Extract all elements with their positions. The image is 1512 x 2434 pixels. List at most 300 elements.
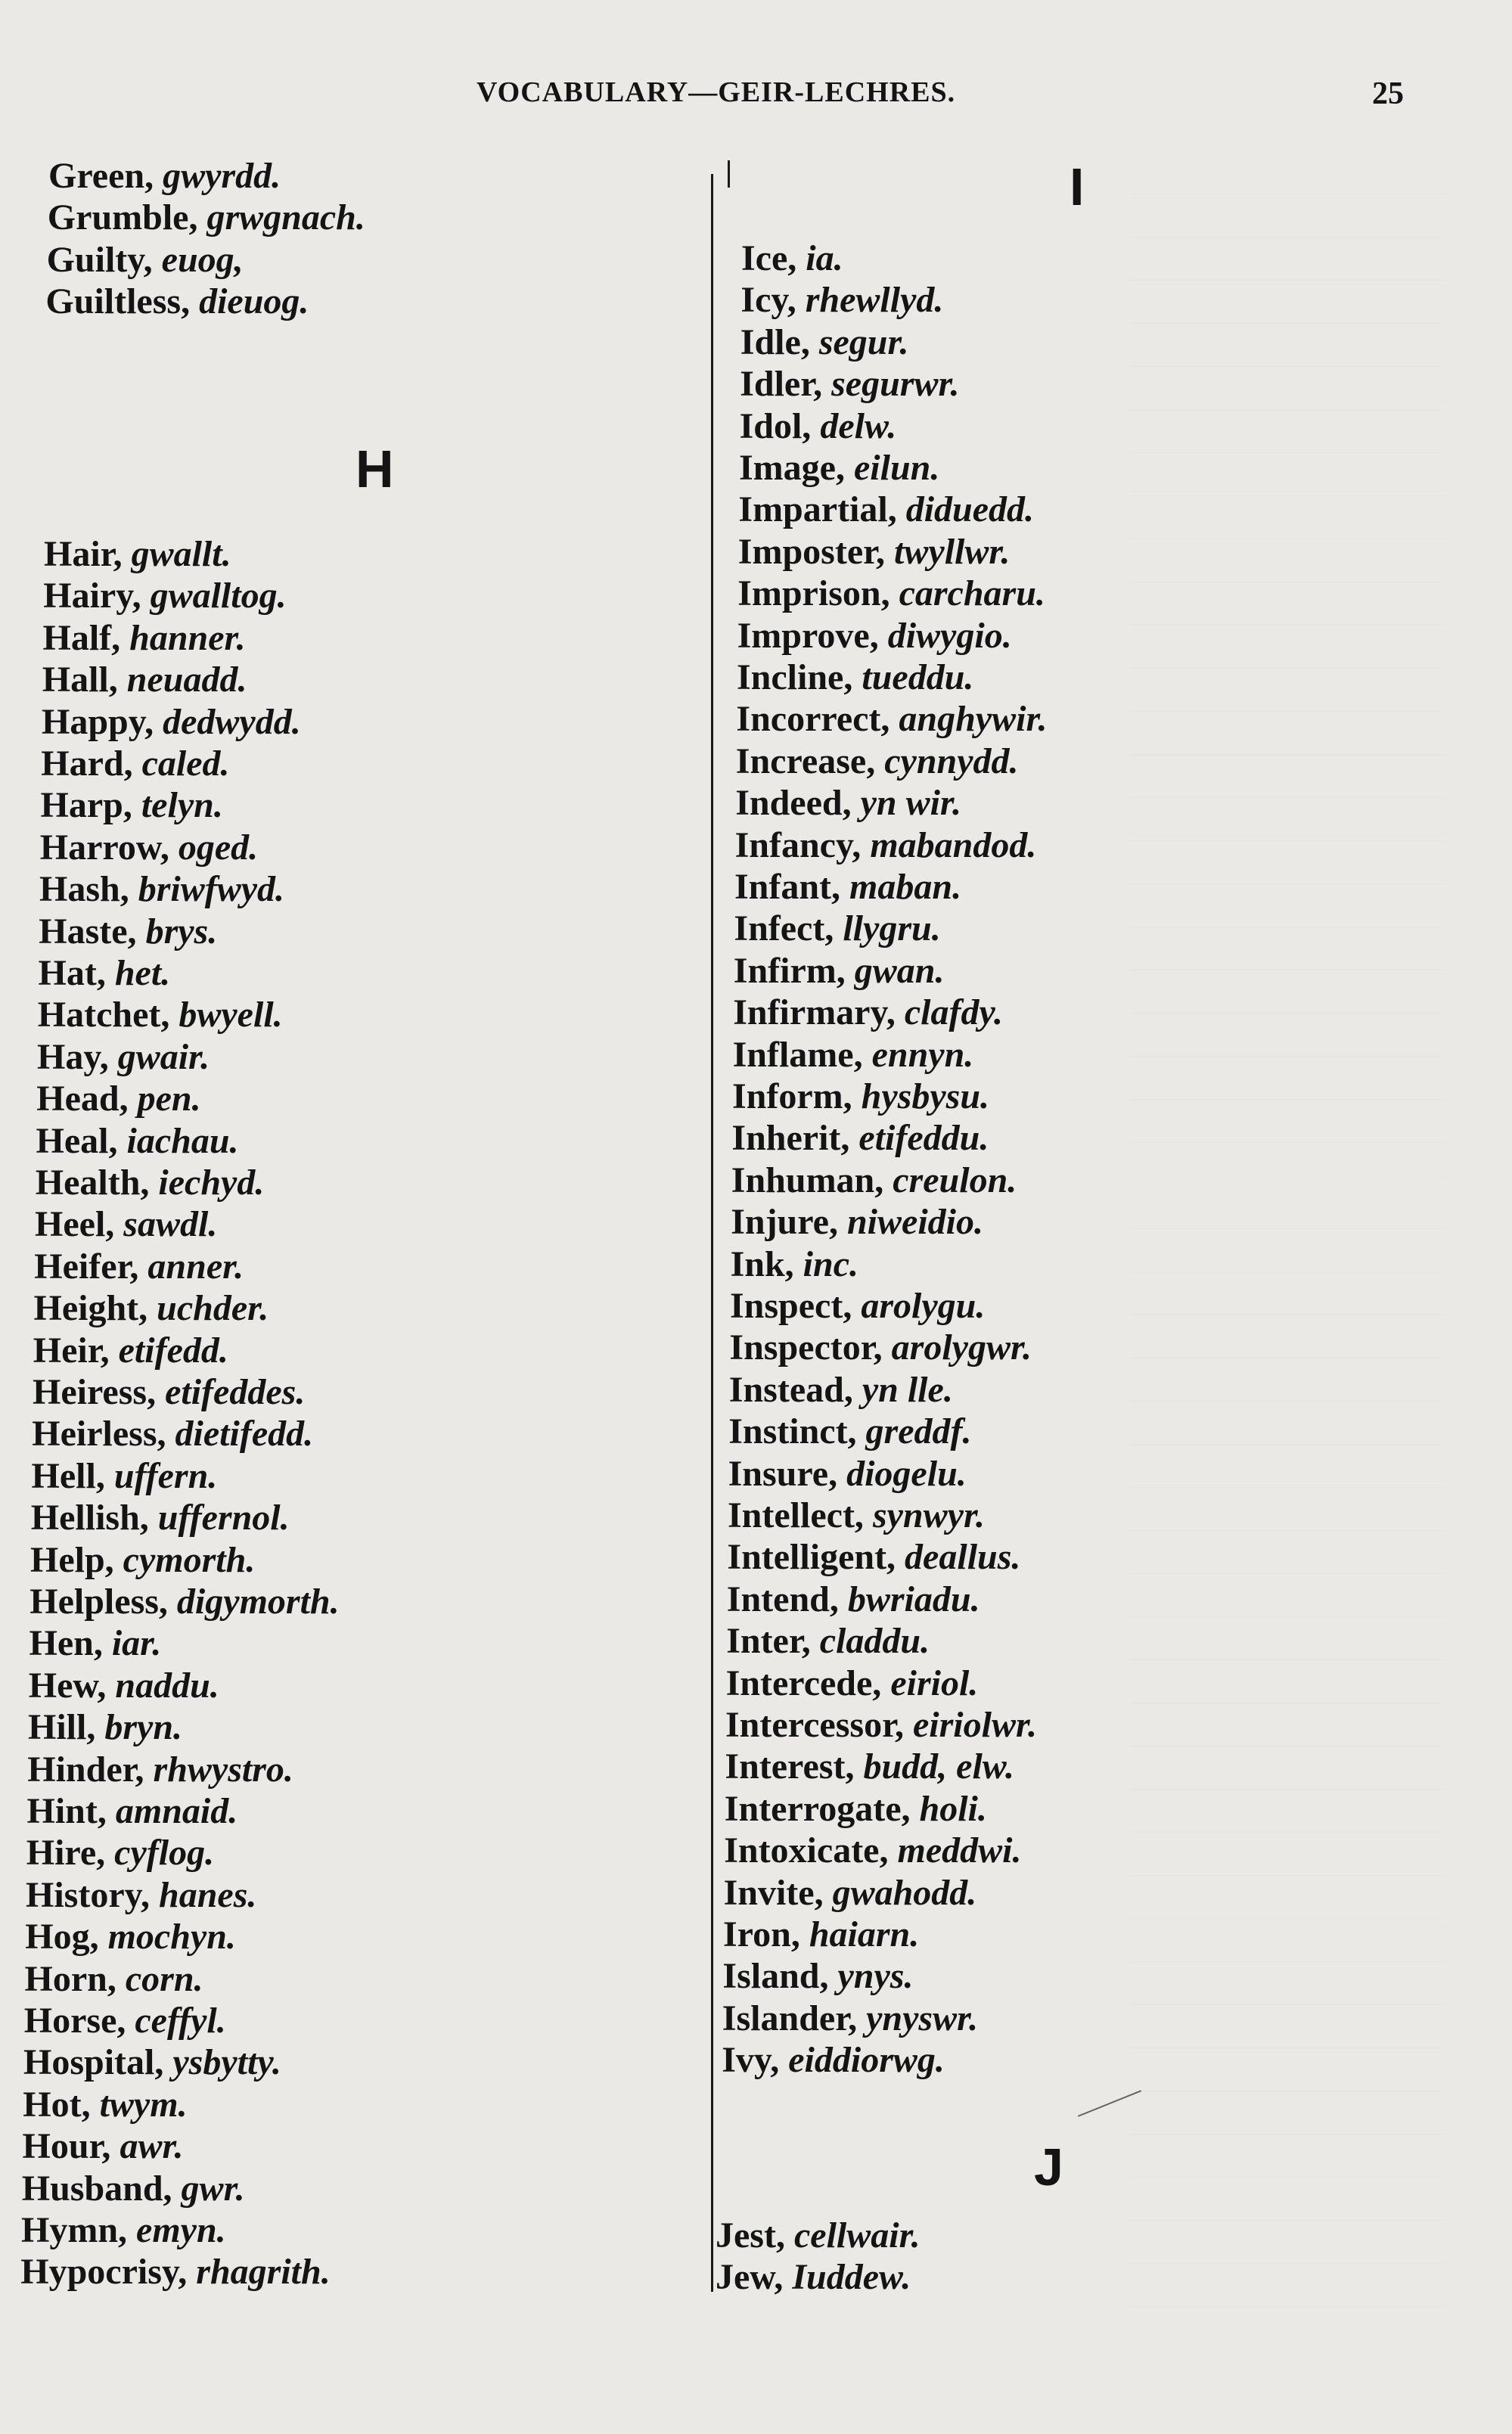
welsh-translation: holi.: [919, 1788, 987, 1829]
welsh-translation: diwygio.: [887, 615, 1012, 656]
vocab-entry: [738, 489, 1034, 530]
english-word: Inform,: [732, 1076, 852, 1116]
welsh-translation: segur.: [818, 321, 909, 362]
welsh-translation: hanes.: [159, 1874, 257, 1915]
ghost-line: [1127, 1824, 1445, 1833]
vocab-entry: [39, 952, 171, 994]
ghost-line: [1127, 660, 1445, 669]
english-word: Hew,: [28, 1665, 107, 1706]
vocab-entry: [33, 1330, 228, 1371]
ghost-line: [1127, 315, 1445, 324]
english-word: Idle,: [740, 321, 810, 362]
english-word: Infant,: [734, 867, 841, 907]
english-word: Husband,: [21, 2168, 172, 2209]
welsh-translation: rhwystro.: [153, 1749, 293, 1790]
english-word: Height,: [33, 1288, 148, 1329]
english-word: Hen,: [29, 1623, 103, 1664]
vocab-entry: [21, 2209, 226, 2251]
ghost-line: [1127, 1135, 1445, 1143]
english-word: Islander,: [722, 1998, 858, 2038]
vocab-entry: [741, 238, 843, 279]
english-word: Intellect,: [728, 1495, 864, 1535]
english-word: Horse,: [23, 2001, 126, 2041]
ghost-line: [1127, 1479, 1445, 1488]
ghost-line: [1127, 2040, 1445, 2048]
vocab-entry: [41, 743, 229, 784]
vocab-entry: [33, 1371, 305, 1413]
ghost-line: [1127, 1091, 1445, 1100]
english-word: Heir,: [33, 1330, 110, 1371]
english-word: Improve,: [737, 615, 879, 656]
vocab-entry: [728, 1495, 985, 1536]
vocab-entry: [34, 1287, 269, 1329]
english-word: Hell,: [31, 1455, 105, 1496]
vocab-entry: [727, 1579, 980, 1620]
welsh-translation: delw.: [820, 405, 897, 446]
welsh-translation: digymorth.: [176, 1582, 340, 1622]
vocab-entry: [716, 2215, 921, 2256]
vocab-entry: [35, 1203, 217, 1245]
vocab-entry: [731, 1201, 983, 1243]
welsh-translation: clafdy.: [904, 992, 1003, 1033]
english-word: Imprison,: [737, 573, 890, 614]
english-word: Instead,: [728, 1369, 853, 1410]
ghost-line: [1127, 1954, 1445, 1962]
welsh-translation: cellwair.: [793, 2215, 921, 2255]
welsh-translation: meddwi.: [897, 1830, 1022, 1871]
section-letter-h: H: [355, 439, 394, 498]
english-word: Helpless,: [29, 1582, 168, 1622]
welsh-translation: ysbytty.: [172, 2042, 281, 2083]
vocab-entry: [737, 615, 1012, 657]
ghost-line: [1127, 1695, 1445, 1703]
english-word: Invite,: [723, 1872, 824, 1913]
vocab-entry: [28, 1706, 182, 1748]
vocab-entry: [23, 2125, 184, 2167]
welsh-translation: eiddiorwg.: [788, 2040, 945, 2081]
vocab-entry: [20, 2251, 330, 2293]
vocab-entry: [47, 239, 244, 281]
english-word: Hall,: [42, 660, 118, 700]
ghost-line: [1127, 2255, 1445, 2264]
vocab-entry: [36, 1120, 239, 1162]
ghost-line: [1127, 229, 1445, 238]
welsh-translation: twym.: [99, 2084, 188, 2125]
welsh-translation: creulon.: [893, 1160, 1017, 1200]
welsh-translation: iachau.: [126, 1120, 239, 1161]
english-word: Island,: [722, 1956, 829, 1997]
vocab-entry: [725, 1746, 1014, 1787]
vocab-entry: [723, 1914, 919, 1955]
bleed-through-shadow: [1097, 151, 1490, 2307]
ghost-line: [1127, 531, 1445, 539]
vocab-entry: [22, 2168, 245, 2209]
welsh-translation: gwalltog.: [150, 576, 287, 616]
vocab-entry: [36, 1162, 265, 1203]
welsh-translation: ia.: [806, 238, 843, 278]
ghost-line: [1127, 2212, 1445, 2221]
welsh-translation: budd, elw.: [863, 1746, 1015, 1787]
welsh-translation: dedwydd.: [163, 701, 301, 742]
english-word: Infancy,: [734, 824, 862, 865]
section-letter-i: I: [1070, 157, 1085, 216]
ghost-line: [1127, 272, 1445, 281]
ghost-line: [1127, 186, 1445, 194]
vocab-entry: [740, 405, 897, 447]
welsh-translation: arolygu.: [861, 1286, 986, 1326]
vocab-entry: [25, 1958, 203, 2000]
vocab-entry: [29, 1622, 162, 1664]
english-word: Head,: [36, 1079, 129, 1119]
welsh-translation: eiriolwr.: [912, 1705, 1038, 1745]
vocab-entry: [726, 1663, 979, 1704]
welsh-translation: mochyn.: [107, 1917, 236, 1957]
ghost-line: [1127, 1652, 1445, 1660]
welsh-translation: neuadd.: [126, 660, 247, 700]
english-word: Indeed,: [735, 783, 852, 824]
vocab-entry: [740, 363, 959, 405]
ghost-line: [1127, 833, 1445, 841]
english-word: Interrogate,: [724, 1788, 911, 1829]
vocab-entry: [43, 575, 286, 616]
vocab-entry: [42, 659, 247, 700]
vocab-entry: [734, 908, 940, 949]
english-word: Hat,: [38, 953, 106, 993]
vocab-entry: [26, 1874, 256, 1916]
ghost-line: [1127, 1436, 1445, 1445]
vocab-entry: [31, 1497, 290, 1538]
ghost-line: [1127, 1566, 1445, 1574]
english-word: Image,: [739, 448, 845, 488]
welsh-translation: hanner.: [129, 617, 246, 658]
welsh-translation: Iuddew.: [792, 2257, 911, 2298]
ghost-line: [1127, 617, 1445, 626]
ghost-line: [1127, 703, 1445, 712]
english-word: Happy,: [42, 701, 154, 742]
ghost-line: [1127, 1178, 1445, 1186]
english-word: Hard,: [41, 744, 133, 784]
english-word: Intelligent,: [727, 1537, 896, 1578]
ghost-line: [1127, 1221, 1445, 1229]
vocab-entry: [727, 1536, 1020, 1578]
welsh-translation: diduedd.: [905, 489, 1035, 530]
ghost-line: [1127, 1393, 1445, 1402]
ghost-line: [1127, 1005, 1445, 1014]
welsh-translation: rhewllyd.: [805, 280, 944, 321]
english-word: Hot,: [23, 2084, 91, 2125]
welsh-translation: ennyn.: [871, 1034, 974, 1075]
welsh-translation: maban.: [849, 867, 962, 907]
vocab-entry: [728, 1411, 971, 1452]
vocab-entry: [740, 279, 943, 321]
column-divider: [711, 174, 713, 2292]
ghost-line: [1127, 1307, 1445, 1315]
english-word: History,: [26, 1874, 150, 1915]
welsh-translation: cynnydd.: [884, 740, 1019, 781]
ghost-line: [1127, 402, 1445, 410]
vocab-entry: [48, 197, 365, 238]
welsh-translation: amnaid.: [115, 1791, 238, 1831]
english-word: Hire,: [26, 1833, 106, 1874]
vocab-entry: [29, 1665, 219, 1706]
english-word: Insure,: [728, 1453, 838, 1494]
welsh-translation: greddf.: [865, 1411, 972, 1452]
welsh-translation: corn.: [125, 1958, 203, 1999]
welsh-translation: anghywir.: [899, 699, 1048, 740]
vocab-entry: [730, 1285, 985, 1327]
vocab-entry: [716, 2256, 911, 2298]
ghost-line: [1127, 488, 1445, 496]
english-word: Icy,: [740, 280, 796, 321]
vocab-entry: [36, 1078, 200, 1119]
welsh-translation: iechyd.: [158, 1163, 265, 1203]
english-word: Inherit,: [731, 1118, 850, 1159]
english-word: Imposter,: [737, 531, 886, 572]
vocab-entry: [739, 447, 939, 489]
vocab-entry: [731, 1160, 1017, 1201]
column-divider-tick: [728, 160, 730, 188]
ghost-line: [1127, 1523, 1445, 1531]
english-word: Hint,: [26, 1791, 107, 1831]
english-word: Hypocrisy,: [20, 2252, 188, 2293]
english-word: Hellish,: [30, 1498, 149, 1538]
welsh-translation: claddu.: [819, 1621, 930, 1662]
welsh-translation: naddu.: [115, 1665, 219, 1706]
ghost-line: [1127, 574, 1445, 582]
english-word: Intercede,: [725, 1663, 882, 1703]
english-word: Jest,: [716, 2215, 785, 2255]
section-letter-j: J: [1034, 2138, 1063, 2196]
vocab-entry: [729, 1327, 1032, 1368]
english-word: Interest,: [725, 1746, 855, 1787]
vocab-entry: [726, 1620, 930, 1662]
vocab-entry: [41, 784, 223, 826]
welsh-translation: pen.: [137, 1079, 201, 1119]
vocab-entry: [740, 321, 909, 363]
english-word: Ivy,: [722, 2040, 780, 2081]
welsh-translation: gwr.: [181, 2168, 245, 2209]
vocab-entry: [29, 1581, 339, 1622]
ghost-line: [1127, 1911, 1445, 1919]
english-word: Hay,: [37, 1036, 109, 1077]
english-word: Guiltless,: [45, 281, 191, 322]
vocab-entry: [40, 827, 258, 868]
vocab-entry: [732, 1076, 989, 1117]
ghost-line: [1127, 1048, 1445, 1057]
english-word: Incline,: [737, 657, 853, 697]
vocab-entry: [39, 911, 217, 952]
welsh-translation: dietifedd.: [175, 1414, 314, 1455]
welsh-translation: cymorth.: [123, 1539, 256, 1580]
ghost-line: [1127, 1609, 1445, 1617]
english-word: Horn,: [24, 1958, 116, 1999]
welsh-translation: diogelu.: [846, 1453, 967, 1494]
vocab-entry: [724, 1830, 1021, 1871]
welsh-translation: bwyell.: [179, 995, 283, 1035]
welsh-translation: briwfwyd.: [138, 869, 285, 910]
english-word: Heiress,: [33, 1372, 157, 1412]
vocab-entry: [733, 1034, 974, 1076]
ghost-line: [1127, 1781, 1445, 1790]
welsh-translation: etifedd.: [118, 1330, 228, 1371]
ghost-line: [1127, 1738, 1445, 1746]
vocab-entry: [34, 1246, 244, 1287]
welsh-translation: etifeddes.: [165, 1372, 306, 1412]
english-word: Haste,: [39, 911, 137, 952]
ghost-line: [1127, 876, 1445, 884]
english-word: Heel,: [35, 1204, 115, 1245]
english-word: Heirless,: [32, 1414, 166, 1455]
english-word: Hairy,: [43, 576, 141, 616]
vocab-entry: [42, 701, 301, 743]
welsh-translation: gwahodd.: [832, 1872, 977, 1913]
running-title: VOCABULARY—GEIR-LECHRES.: [477, 76, 956, 108]
english-word: Hill,: [28, 1707, 96, 1748]
vocab-entry: [38, 994, 283, 1035]
welsh-translation: synwyr.: [872, 1495, 985, 1535]
welsh-translation: uffernol.: [157, 1498, 290, 1538]
english-word: Help,: [30, 1539, 114, 1580]
ghost-line: [1127, 2299, 1445, 2307]
english-word: Instinct,: [728, 1411, 857, 1452]
vocab-entry: [39, 868, 284, 910]
welsh-translation: eiriol.: [890, 1663, 979, 1703]
welsh-translation: llygru.: [843, 908, 941, 949]
welsh-translation: gwallt.: [131, 534, 231, 574]
vocab-entry: [27, 1790, 238, 1832]
vocab-entry: [731, 1243, 858, 1285]
vocab-entry: [738, 531, 1011, 573]
english-word: Ice,: [741, 238, 797, 278]
welsh-translation: gwan.: [854, 950, 945, 991]
english-word: Incorrect,: [736, 699, 890, 740]
welsh-translation: het.: [114, 953, 171, 993]
ghost-line: [1127, 2126, 1445, 2134]
english-word: Idol,: [739, 405, 812, 446]
vocab-entry: [729, 1369, 953, 1411]
english-word: Hour,: [22, 2126, 111, 2167]
welsh-translation: oged.: [178, 827, 259, 868]
vocab-entry: [43, 617, 246, 659]
ghost-line: [1127, 445, 1445, 453]
vocab-entry: [44, 533, 231, 575]
ghost-line: [1127, 1997, 1445, 2005]
welsh-translation: grwgnach.: [206, 197, 365, 238]
welsh-translation: dieuog.: [199, 281, 309, 322]
welsh-translation: hysbysu.: [861, 1076, 990, 1116]
welsh-translation: ynys.: [837, 1956, 914, 1997]
english-word: Inter,: [726, 1621, 811, 1662]
ghost-line: [1127, 2083, 1445, 2091]
welsh-translation: cyflog.: [114, 1833, 215, 1874]
english-word: Injure,: [731, 1202, 838, 1243]
english-word: Ink,: [730, 1243, 794, 1284]
ghost-line: [1127, 747, 1445, 755]
english-word: Heifer,: [34, 1246, 139, 1287]
vocab-entry: [728, 1453, 967, 1495]
vocab-entry: [24, 2000, 226, 2041]
english-word: Increase,: [735, 740, 876, 781]
vocab-entry: [30, 1539, 255, 1581]
english-word: Inflame,: [732, 1034, 863, 1075]
welsh-translation: yn lle.: [862, 1369, 953, 1410]
welsh-translation: caled.: [141, 744, 230, 784]
vocab-entry: [735, 782, 961, 824]
vocab-entry: [733, 992, 1003, 1033]
welsh-translation: segurwr.: [831, 364, 960, 405]
welsh-translation: etifeddu.: [858, 1118, 989, 1159]
welsh-translation: anner.: [147, 1246, 244, 1287]
welsh-translation: brys.: [145, 911, 218, 952]
welsh-translation: mabandod.: [870, 824, 1037, 865]
vocab-entry: [32, 1413, 313, 1455]
welsh-translation: tueddu.: [862, 657, 974, 697]
english-word: Infirm,: [733, 950, 846, 991]
vocab-entry: [734, 950, 945, 992]
vocab-entry: [32, 1455, 218, 1497]
vocab-entry: [736, 740, 1019, 782]
english-word: Infect,: [734, 908, 834, 949]
vocab-entry: [724, 1872, 977, 1914]
page-number: 25: [1372, 76, 1404, 111]
english-word: Half,: [42, 617, 121, 658]
welsh-translation: uchder.: [157, 1288, 269, 1329]
vocab-entry: [45, 281, 309, 322]
welsh-translation: yn wir.: [860, 783, 961, 824]
welsh-translation: telyn.: [141, 785, 223, 826]
welsh-translation: bryn.: [104, 1707, 183, 1748]
english-word: Hash,: [39, 869, 129, 910]
vocab-entry: [736, 698, 1047, 740]
english-word: Health,: [35, 1163, 150, 1203]
welsh-translation: twyllwr.: [894, 531, 1011, 572]
english-word: Intoxicate,: [724, 1830, 889, 1871]
english-word: Inspect,: [730, 1286, 852, 1326]
english-word: Impartial,: [738, 489, 897, 530]
welsh-translation: eilun.: [853, 448, 940, 488]
page-header: [0, 76, 1512, 121]
vocab-entry: [737, 573, 1045, 614]
vocab-entry: [722, 2039, 945, 2081]
welsh-translation: sawdl.: [123, 1204, 218, 1245]
ghost-line: [1127, 1350, 1445, 1358]
english-word: Intercessor,: [725, 1705, 904, 1745]
ghost-line: [1127, 2169, 1445, 2178]
ghost-line: [1127, 919, 1445, 927]
english-word: Jew,: [716, 2257, 784, 2298]
vocab-entry: [27, 1749, 293, 1790]
welsh-translation: ceffyl.: [135, 2001, 226, 2041]
welsh-translation: gwair.: [117, 1036, 210, 1077]
english-word: Heal,: [36, 1120, 118, 1161]
ghost-line: [1127, 962, 1445, 970]
vocab-entry: [731, 1117, 989, 1159]
welsh-translation: iar.: [111, 1623, 162, 1664]
english-word: Guilty,: [46, 239, 153, 280]
welsh-translation: rhagrith.: [196, 2252, 331, 2293]
english-word: Grumble,: [47, 197, 198, 238]
welsh-translation: inc.: [803, 1243, 859, 1284]
english-word: Iron,: [723, 1914, 800, 1954]
welsh-translation: carcharu.: [899, 573, 1045, 614]
english-word: Infirmary,: [733, 992, 896, 1033]
welsh-translation: uffern.: [113, 1455, 218, 1496]
vocab-entry: [737, 657, 973, 698]
ghost-line: [1127, 1867, 1445, 1876]
vocab-entry: [37, 1036, 210, 1078]
vocab-entry: [25, 1916, 236, 1957]
english-word: Inhuman,: [731, 1160, 884, 1200]
